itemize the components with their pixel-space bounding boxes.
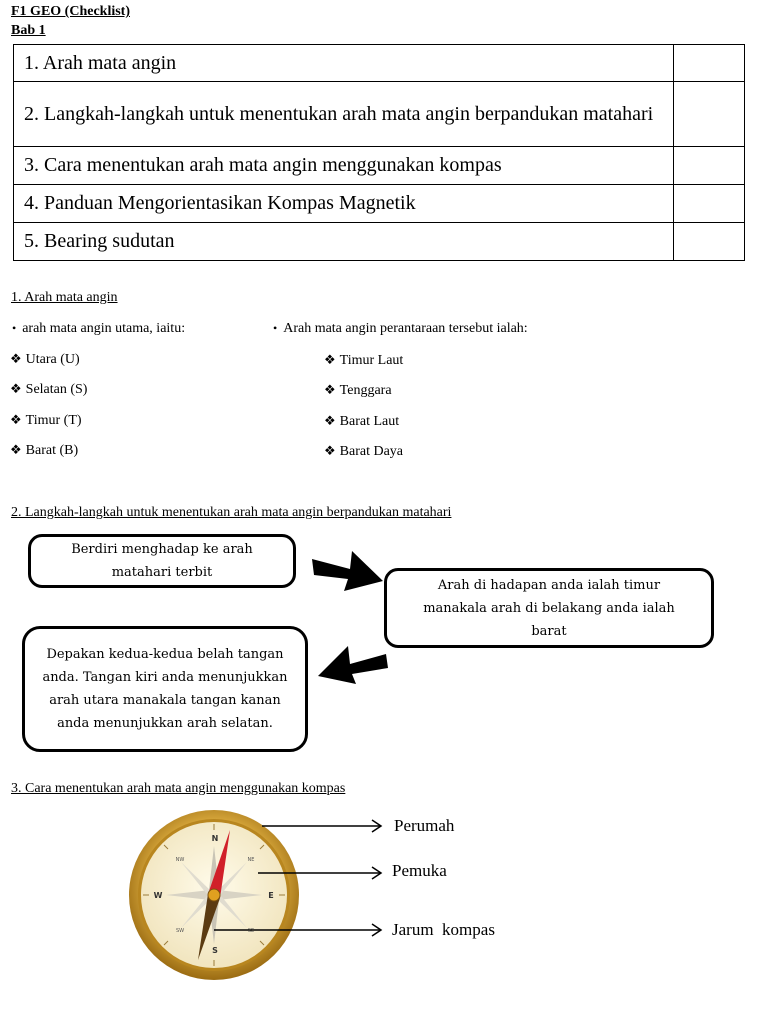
main-direction-item: ❖ Barat (B) xyxy=(10,442,79,458)
compass-letter-sw: SW xyxy=(175,928,185,934)
checklist-row xyxy=(14,147,745,185)
checklist-label: 1. Arah mata angin xyxy=(14,45,674,82)
compass-letter-ne: NE xyxy=(247,857,255,863)
checklist-row xyxy=(14,185,745,223)
checklist-checkbox[interactable] xyxy=(674,223,745,261)
checklist-label: 5. Bearing sudutan xyxy=(14,223,674,261)
arrow-right-icon xyxy=(310,545,386,593)
checklist-label: 2. Langkah-langkah untuk menentukan arah mata angin berpandukan matahari xyxy=(14,82,674,147)
compass-letter-n: N xyxy=(211,834,219,843)
step-box-stretch-arms: Depakan kedua-kedua belah tangan anda. Tangan kiri anda menunjukkan arah utara manakala tangan kanan anda menunjukkan arah selatan. xyxy=(22,626,308,752)
compass-letter-s: S xyxy=(212,946,218,955)
checklist-checkbox[interactable] xyxy=(674,82,745,147)
checklist-label: 4. Panduan Mengorientasikan Kompas Magnetik xyxy=(14,185,674,223)
arrow-left-icon xyxy=(316,638,390,686)
intermediate-direction-item: ❖ Timur Laut xyxy=(324,352,404,368)
left-intro: • arah mata angin utama, iaitu: xyxy=(12,321,186,336)
checklist-label: 3. Cara menentukan arah mata angin menggunakan kompas xyxy=(14,147,674,185)
compass-letter-w: W xyxy=(153,891,163,900)
compass-letter-nw: NW xyxy=(175,857,185,863)
step-box-east-west: Arah di hadapan anda ialah timur manakala arah di belakang anda ialah barat xyxy=(384,568,714,648)
checklist-row xyxy=(14,223,745,261)
compass-letter-e: E xyxy=(268,891,274,900)
main-direction-item: ❖ Utara (U) xyxy=(10,351,80,367)
section3-title: 3. Cara menentukan arah mata angin menggunakan kompas xyxy=(11,781,346,796)
checklist-checkbox[interactable] xyxy=(674,147,745,185)
compass-letter-se: SE xyxy=(247,928,255,934)
compass-image xyxy=(126,808,302,982)
intermediate-direction-item: ❖ Barat Daya xyxy=(324,443,404,459)
checklist-row xyxy=(14,45,745,82)
section2-title: 2. Langkah-langkah untuk menentukan arah mata angin berpandukan matahari xyxy=(11,505,452,520)
section1-title: 1. Arah mata angin xyxy=(11,290,118,305)
intermediate-direction-item: ❖ Tenggara xyxy=(324,382,392,398)
doc-subtitle: Bab 1 xyxy=(11,23,46,38)
checklist-checkbox[interactable] xyxy=(674,45,745,82)
doc-title: F1 GEO (Checklist) xyxy=(11,4,130,19)
checklist-row xyxy=(14,82,745,147)
main-direction-item: ❖ Timur (T) xyxy=(10,412,82,428)
label-dial: Pemuka xyxy=(392,861,447,880)
right-intro: • Arah mata angin perantaraan tersebut ialah: xyxy=(273,321,528,336)
checklist-table xyxy=(13,44,745,261)
label-needle: Jarum kompas xyxy=(392,920,495,939)
checklist-checkbox[interactable] xyxy=(674,185,745,223)
step-box-face-sunrise: Berdiri menghadap ke arah matahari terbit xyxy=(28,534,296,588)
label-housing: Perumah xyxy=(394,816,455,835)
intermediate-direction-item: ❖ Barat Laut xyxy=(324,413,400,429)
main-direction-item: ❖ Selatan (S) xyxy=(10,381,88,397)
